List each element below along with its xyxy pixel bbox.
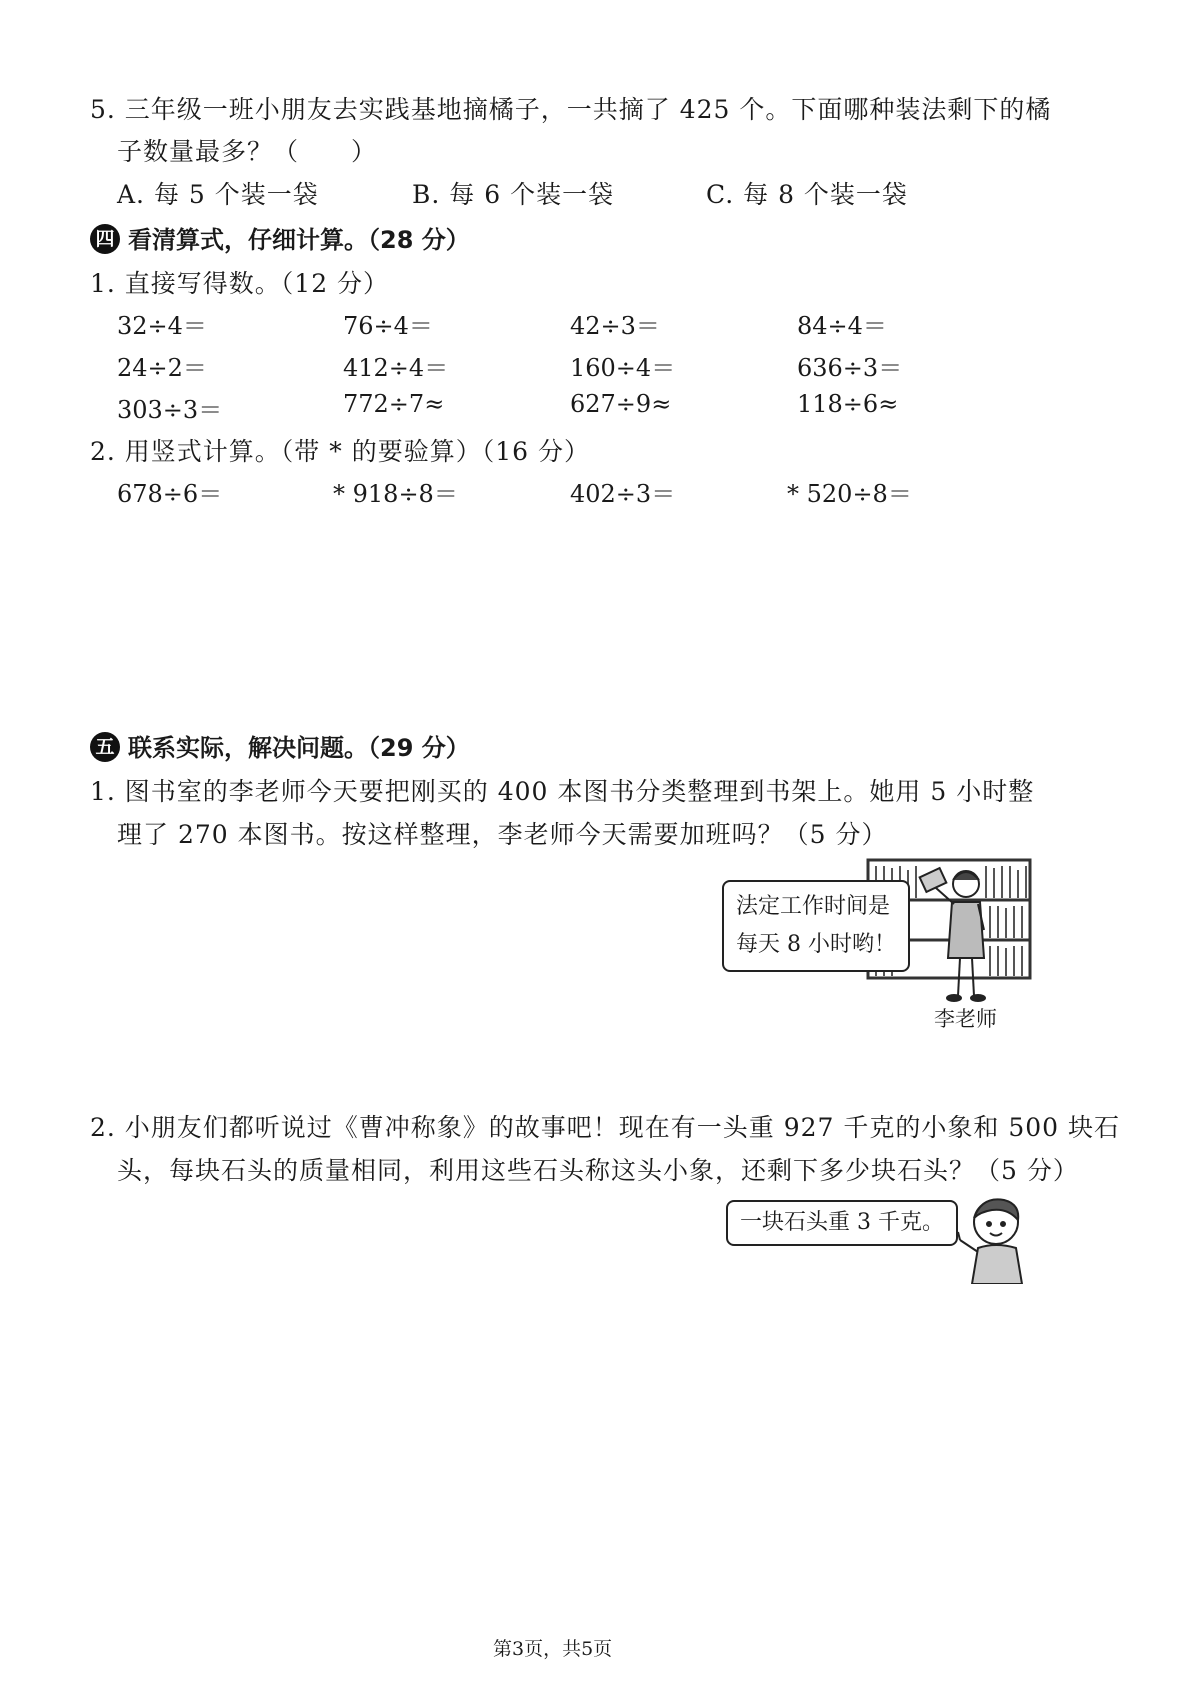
teacher-caption: 李老师 [934, 1007, 997, 1031]
section5-p2-line1: 2. 小朋友们都听说过《曹冲称象》的故事吧！现在有一头重 927 千克的小象和 500 块石 [90, 1113, 1121, 1142]
calc-r2-c2: 412÷4＝ [343, 354, 449, 382]
section5-title: 联系实际，解决问题。（29 分） [128, 734, 470, 762]
vertical-calc-4: * 520÷8＝ [787, 480, 912, 508]
section5-badge: 五 [90, 732, 120, 762]
bubble1-line2: 每天 8 小时哟！ [736, 932, 896, 957]
calc-r2-c1: 24÷2＝ [117, 354, 207, 382]
section4-title: 看清算式，仔细计算。（28 分） [128, 226, 470, 254]
calc-r3-c3: 627÷9≈ [570, 390, 672, 418]
calc-r3-c4: 118÷6≈ [797, 390, 899, 418]
teacher-speech-bubble [722, 880, 910, 972]
bubble1-line1: 法定工作时间是 [736, 894, 891, 919]
section4-badge: 四 [90, 224, 120, 254]
q5-option-a: A. 每 5 个装一袋 [117, 180, 319, 209]
section4-heading [90, 220, 470, 256]
calc-r3-c1: 303÷3＝ [117, 396, 223, 424]
section5-p2-line2: 头，每块石头的质量相同，利用这些石头称这头小象，还剩下多少块石头？（5 分） [117, 1156, 1079, 1185]
section5-p1-line1: 1. 图书室的李老师今天要把刚买的 400 本图书分类整理到书架上。她用 5 小时整 [90, 777, 1035, 806]
calc-r1-c2: 76÷4＝ [343, 312, 433, 340]
calc-r1-c4: 84÷4＝ [797, 312, 887, 340]
child-speech-bubble [726, 1200, 958, 1246]
vertical-calc-3: 402÷3＝ [570, 480, 676, 508]
calc-r2-c3: 160÷4＝ [570, 354, 676, 382]
calc-r2-c4: 636÷3＝ [797, 354, 903, 382]
vertical-calc-1: 678÷6＝ [117, 480, 223, 508]
calc-r1-c1: 32÷4＝ [117, 312, 207, 340]
section5-p1-line2: 理了 270 本图书。按这样整理，李老师今天需要加班吗？（5 分） [117, 820, 888, 849]
section5-heading [90, 728, 470, 764]
q5-line1: 5. 三年级一班小朋友去实践基地摘橘子，一共摘了 425 个。下面哪种装法剩下的橘 [90, 95, 1052, 124]
page-footer: 第3页，共5页 [493, 1638, 613, 1660]
vertical-calc-2: * 918÷8＝ [333, 480, 458, 508]
calc-r3-c2: 772÷7≈ [343, 390, 445, 418]
q5-option-c: C. 每 8 个装一袋 [706, 180, 908, 209]
calc-r1-c3: 42÷3＝ [570, 312, 660, 340]
section4-part2-title: 2. 用竖式计算。（带 * 的要验算）（16 分） [90, 437, 590, 466]
bubble2-text: 一块石头重 3 千克。 [740, 1210, 944, 1235]
q5-line2: 子数量最多？（ ） [117, 137, 378, 166]
child-illustration [948, 1192, 1040, 1284]
q5-option-b: B. 每 6 个装一袋 [412, 180, 615, 209]
section4-part1-title: 1. 直接写得数。（12 分） [90, 269, 390, 298]
